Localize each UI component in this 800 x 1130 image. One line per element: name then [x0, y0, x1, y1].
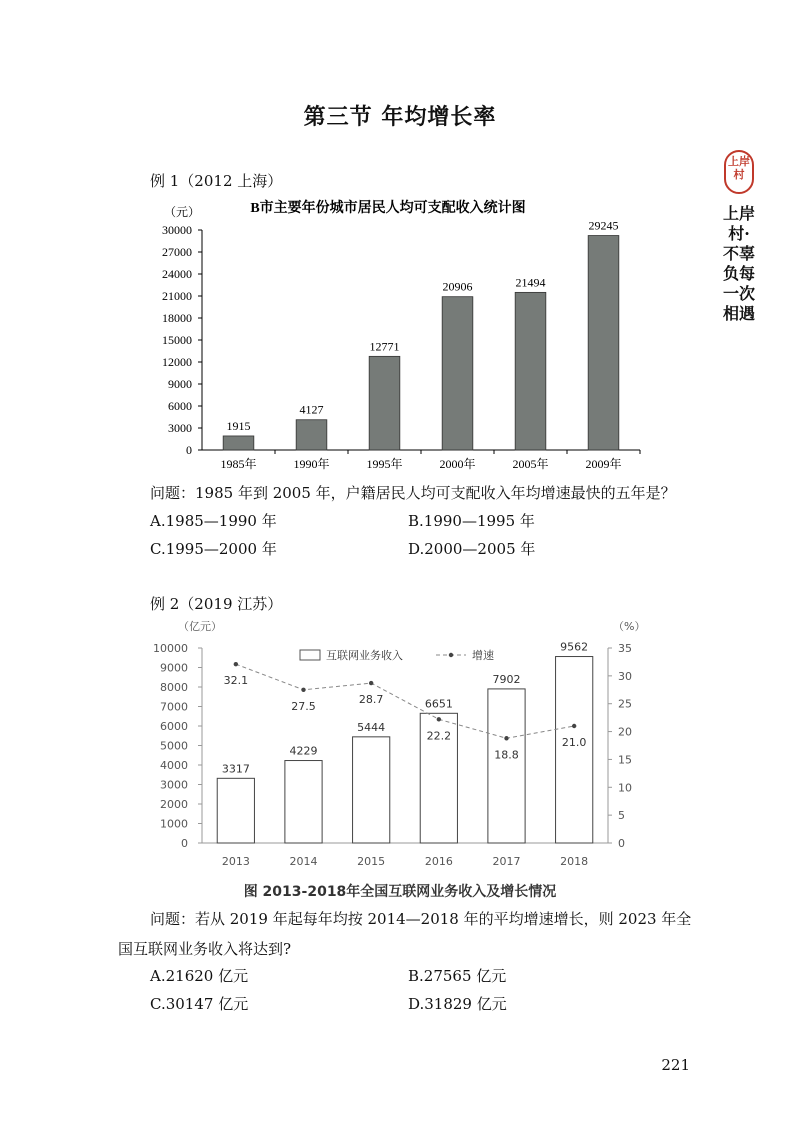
chart1-data-label: 21494	[515, 275, 546, 290]
chart1-title: B市主要年份城市居民人均可支配收入统计图	[250, 201, 526, 216]
chart1-xtick-label: 1985年	[220, 457, 257, 471]
chart2-ylabel-right: （%）	[613, 620, 646, 633]
chart2-ytick-left-label: 5000	[160, 739, 188, 753]
chart2-ytick-right-label: 15	[618, 753, 632, 767]
example2-question-line1: 问题：若从 2019 年起每年均按 2014—2018 年的平均增速增长，则 2023 年全	[150, 910, 692, 928]
chart1	[140, 190, 660, 480]
chart1-xtick-label: 2000年	[439, 457, 476, 471]
example1-option-d[interactable]: D.2000—2005 年	[408, 540, 536, 558]
chart2-ytick-right-label: 25	[618, 697, 632, 711]
chart2-growth-point	[301, 688, 305, 692]
chart2-bar	[556, 657, 593, 843]
page-number: 221	[661, 1056, 690, 1074]
chart2-ytick-right-label: 35	[618, 642, 632, 655]
chart1-ytick-label: 30000	[162, 223, 192, 237]
chart2-ytick-right-label: 10	[618, 781, 632, 795]
page-title: 第三节 年均增长率	[303, 105, 497, 130]
brand-motto: 上岸村·不辜负每一次相遇	[722, 204, 755, 323]
chart2-growth-label: 27.5	[291, 699, 316, 713]
chart2-growth-label: 22.2	[426, 729, 452, 743]
chart1-ytick-label: 24000	[162, 267, 192, 281]
chart1-bar	[369, 356, 400, 450]
chart2	[140, 612, 660, 902]
chart2-bar-label: 7902	[492, 672, 521, 686]
chart2-ytick-left-label: 3000	[160, 778, 188, 792]
example2-label: 例 2（2019 江苏）	[150, 595, 283, 613]
chart2-ytick-left-label: 9000	[160, 661, 188, 675]
example1-option-a[interactable]: A.1985—1990 年	[150, 512, 277, 530]
chart2-bar-label: 4229	[289, 744, 318, 758]
chart2-ytick-left-label: 2000	[160, 798, 188, 811]
chart2-xtick-label: 2013	[221, 855, 250, 868]
chart1-ytick-label: 3000	[168, 421, 192, 435]
chart1-data-label: 4127	[299, 402, 324, 417]
chart2-ytick-right-label: 5	[618, 809, 625, 823]
chart2-ytick-left-label: 8000	[160, 681, 188, 694]
chart1-bar	[223, 436, 254, 450]
chart1-xtick-label: 2009年	[585, 457, 622, 471]
chart1-bar	[296, 420, 327, 450]
chart2-ytick-left-label: 6000	[160, 720, 188, 733]
chart2-growth-point	[369, 681, 373, 685]
example1-question: 问题：1985 年到 2005 年，户籍居民人均可支配收入年均增速最快的五年是？	[150, 484, 676, 502]
chart2-bar	[285, 761, 322, 843]
chart2-ytick-left-label: 10000	[153, 642, 188, 655]
chart1-ytick-label: 6000	[168, 399, 192, 413]
chart2-ylabel-left: （亿元）	[178, 620, 222, 633]
chart1-ytick-label: 15000	[162, 333, 192, 347]
chart2-growth-label: 18.8	[494, 748, 519, 762]
chart2-title: 图 2013-2018年全国互联网业务收入及增长情况	[243, 884, 557, 900]
example2-option-c[interactable]: C.30147 亿元	[150, 995, 249, 1013]
chart2-ytick-right-label: 30	[618, 669, 632, 683]
chart2-bar	[353, 737, 390, 843]
chart2-legend-bar-label: 互联网业务收入	[326, 649, 403, 662]
chart2-bar	[217, 778, 254, 843]
chart1-data-label: 20906	[442, 279, 473, 294]
chart2-growth-point	[572, 724, 576, 728]
chart2-bar-label: 9562	[560, 640, 589, 654]
chart2-legend-line-marker	[449, 653, 453, 657]
chart2-ytick-left-label: 1000	[160, 817, 188, 831]
chart2-bar-label: 5444	[357, 720, 386, 734]
chart2-growth-label: 21.0	[561, 736, 587, 749]
chart1-ytick-label: 27000	[162, 245, 192, 259]
chart2-ytick-right-label: 0	[618, 837, 625, 850]
chart2-xtick-label: 2015	[357, 855, 386, 868]
chart1-data-label: 29245	[588, 218, 619, 233]
chart1-data-label: 12771	[369, 339, 400, 354]
chart2-legend-bar-swatch	[300, 650, 320, 660]
example2-option-b[interactable]: B.27565 亿元	[408, 967, 507, 985]
chart2-xtick-label: 2017	[492, 855, 521, 868]
chart2-xtick-label: 2016	[424, 855, 453, 868]
chart1-ytick-label: 18000	[162, 311, 192, 325]
chart2-growth-label: 32.1	[223, 674, 249, 688]
example2-option-a[interactable]: A.21620 亿元	[150, 967, 249, 985]
chart1-bar	[442, 297, 473, 450]
chart1-ylabel: （元）	[164, 205, 201, 219]
sidebar-branding	[722, 150, 758, 324]
chart2-ytick-left-label: 0	[181, 837, 188, 850]
example1-option-b[interactable]: B.1990—1995 年	[408, 512, 535, 530]
chart2-ytick-right-label: 20	[618, 725, 632, 739]
chart2-growth-label: 28.7	[358, 693, 384, 707]
chart1-xtick-label: 1995年	[366, 457, 403, 471]
brand-seal: 上岸村	[724, 150, 754, 194]
chart2-xtick-label: 2014	[289, 855, 318, 868]
example2-option-d[interactable]: D.31829 亿元	[408, 995, 507, 1013]
chart1-xtick-label: 1990年	[293, 457, 330, 471]
chart2-growth-point	[234, 662, 238, 666]
chart2-legend-line-label: 增速	[472, 649, 494, 662]
chart1-xtick-label: 2005年	[512, 457, 549, 471]
chart2-bar	[488, 689, 525, 843]
chart1-ytick-label: 12000	[162, 355, 192, 369]
chart2-bar-label: 3317	[221, 762, 250, 776]
chart1-ytick-label: 21000	[162, 289, 192, 303]
chart2-growth-point	[437, 717, 441, 721]
example1-option-c[interactable]: C.1995—2000 年	[150, 540, 277, 558]
chart1-ytick-label: 0	[186, 443, 192, 457]
chart1-bar	[588, 236, 619, 450]
chart1-data-label: 1915	[226, 418, 251, 433]
chart1-bar	[515, 292, 546, 450]
chart2-growth-point	[504, 736, 508, 740]
chart2-ytick-left-label: 7000	[160, 700, 188, 714]
chart2-ytick-left-label: 4000	[160, 759, 188, 772]
chart2-bar-label: 6651	[424, 697, 453, 711]
example2-question-line2: 国互联网业务收入将达到?	[118, 940, 292, 958]
chart2-xtick-label: 2018	[560, 855, 589, 868]
chart1-ytick-label: 9000	[168, 377, 192, 391]
example1-label: 例 1（2012 上海）	[150, 172, 283, 190]
